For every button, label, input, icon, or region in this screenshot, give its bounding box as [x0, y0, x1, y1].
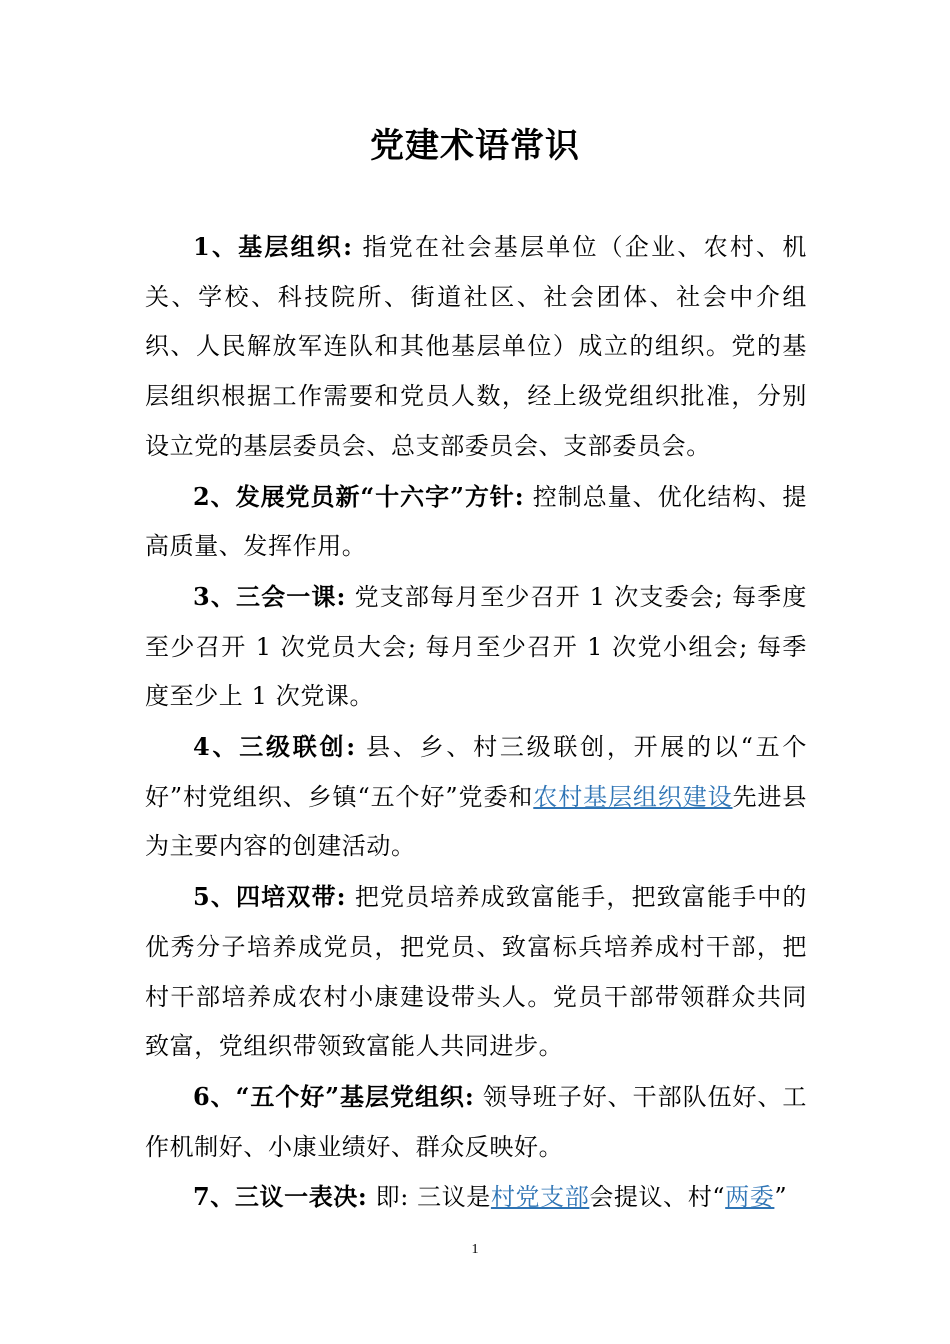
paragraph-3 [145, 572, 807, 722]
term-label: 1、基层组织: [193, 232, 353, 261]
paragraph-5 [145, 872, 807, 1072]
paragraph-7 [145, 1172, 807, 1223]
term-label: 7、三议一表决: [193, 1182, 368, 1212]
term-label: 5、四培双带: [193, 882, 347, 912]
paragraph-text: 先进县为主要内容的创建活动。 [145, 782, 807, 861]
paragraph-text: 领导班子好、干部队伍好、工作机制好、小康业绩好、群众反映好。 [145, 1082, 808, 1161]
paragraph-text: 县、乡、村三级联创，开展的以“五个好”村党组织、乡镇“五个好”党委和 [145, 733, 807, 811]
paragraph-4 [145, 722, 807, 872]
link-two-committees[interactable]: 两委 [725, 1183, 775, 1212]
term-label: 4、三级联创: [193, 732, 356, 762]
link-village-party-branch[interactable]: 村党支部 [490, 1183, 590, 1212]
term-label: 2、发展党员新“十六字”方针: [193, 481, 525, 511]
document-body [145, 222, 807, 1223]
paragraph-1 [145, 222, 807, 472]
paragraph-text: 指党在社会基层单位（企业、农村、机关、学校、科技院所、街道社区、社会团体、社会中介组织、人民解放军连队和其他基层单位）成立的组织。党的基层组织根据工作需要和党员人数，经上级党组织批准，分别设立党的基层委员会、总支部委员会、支部委员会。 [145, 233, 807, 460]
term-label: 6、“五个好”基层党组织: [193, 1081, 475, 1111]
link-rural-grassroots-organization[interactable]: 农村基层组织建设 [533, 782, 733, 811]
document-title: 党建术语常识 [370, 126, 580, 166]
paragraph-text: 控制总量、优化结构、提高质量、发挥作用。 [145, 482, 808, 561]
paragraph-text: ” [774, 1183, 788, 1212]
term-label: 3、三会一课: [193, 581, 346, 611]
page-number: 1 [471, 1242, 479, 1257]
paragraph-2 [145, 472, 807, 572]
paragraph-text: 党支部每月至少召开 1 次支委会; 每季度至少召开 1 次党员大会; 每月至少召开 1 次党小组会; 每季度至少上 1 次党课。 [145, 582, 807, 711]
paragraph-text: 即: 三议是 [367, 1183, 491, 1212]
paragraph-text: 把党员培养成致富能手，把致富能手中的优秀分子培养成党员，把党员、致富标兵培养成村干部，把村干部培养成农村小康建设带头人。党员干部带领群众共同致富，党组织带领致富能人共同进步。 [145, 883, 807, 1061]
paragraph-6 [145, 1072, 807, 1172]
paragraph-text: 会提议、村“ [589, 1183, 726, 1212]
